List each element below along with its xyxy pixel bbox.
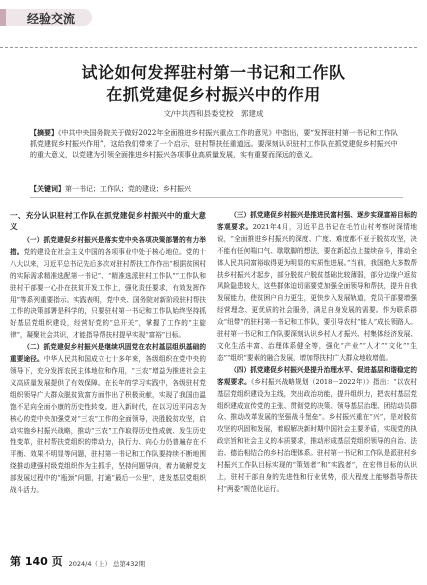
paragraph: 《乡村振兴战略规划（2018－2022年）》指出：“以农村基层党组织建设为主线，突出政治功能，提升组织力，把农村基层党组织建成宣传党的主张、贯彻党的决策、领导基层治理、团结动员群众、推动改革发展的坚强战斗堡垒”。乡村振兴重在“兴”，是对脱贫攻坚的巩固和发展，着眼解决新时期中国社会主要矛盾，实现党的执政宗旨和社会主义的本质要求，推动形成基层党组织领导的自治、法治、德治相结合的乡村治理体系。驻村第一书记和工作队是派驻村乡村振兴工作队目标实现的“策划者”和“实践者”，在宏伟目标的认识上，驻村干部自身的先进性和行业优势，很大程度上能够指导帮扶村“两委”规范化运行。	[217, 377, 417, 493]
page-number: 第 140 页	[10, 555, 63, 568]
keywords	[30, 184, 403, 194]
keywords-text: 第一书记；工作队；党的建设；乡村振兴	[65, 185, 191, 193]
paragraph: 中华人民共和国成立七十多年来，各级组织在党中央的领导下，充分发挥农民主体地位和作用，“三农”增益为推进社会主义高质量发展提供了有效保障。在长年的学习实践中，各级驻村党组织领导广大群众脱贫致富方面作出了积极贡献，实现了我国由温饱不足向全面小康的历史性转变。进入新时代，在以习近平同志为核心的党中央加强党对“三农”工作的全面领导，决胜脱贫攻坚，启动实施乡村振兴战略，推动“三农”工作取得历史性成就、发生历史性变革，驻村帮扶党组织的带动力，执行力、向心力仍普遍存在不平衡、效果不明显等问题，驻村第一书记和工作队要持续不断地围绕推动建强村级党组织作为主抓手，坚持问题导向，着力破解党支部发展过程中的“瓶颈”问题，打通“最后一公里”，进发基层党组织战斗活力。	[10, 355, 206, 495]
article-title-line1: 试论如何发挥驻村第一书记和工作队	[81, 63, 346, 82]
abstract-label: 【摘要】	[30, 128, 58, 137]
left-column	[10, 210, 206, 545]
subheading-4: （四）抓党建促乡村振兴是提升治理水平、促进基层和谐稳定的客观要求。	[217, 365, 417, 386]
abstract	[30, 127, 403, 181]
article-title-line2: 在抓党建促乡村振兴中的作用	[106, 85, 321, 104]
paragraph: 党的建设在社会主义中国的各项事业中处于核心地位。党的十八大以来，习近平总书记先后多次对驻村帮扶工作作出“根据贫困村的实际需求精准选配第一书记”、“精准选派驻村工作队”“工作队和驻村干部要一心扑在扶贫开发工作上，强化责任要求，有效发挥作用”等系列重要指示。实践表明，党中央、国务院对新阶段驻村帮扶工作的决策部署是科学的，只要驻村第一书记和工作队始终坚持抓好基层党组织建设，经营好党的“总开关”，掌握了工作的“主旋律”，凝聚社会共识，才能指导帮扶村提早实现“富裕”目标。	[10, 247, 206, 340]
header-divider	[0, 47, 417, 48]
keywords-label: 【关键词】	[30, 184, 65, 193]
abstract-text: 《中共中央国务院关于做好2022年全面推进乡村振兴重点工作的意见》中指出，要“发挥驻村第一书记和工作队抓党建促乡村振兴作用”，这给我们带来了一个启示，驻村帮扶任重道远。要深刻认识驻村工作队在抓党建促乡村振兴中的重大意义，以党建为引领全面推进乡村振兴各项事业高质量发展，实有重要而深远的意义。	[30, 129, 398, 159]
subheading-2: （二）抓党建促乡村振兴是继续巩固党在农村基层组织基础的重要途径。	[10, 343, 206, 364]
paragraph: 2021年4月，习近平总书记在毛竹山村考察时深情地说，“全面推进乡村振兴的深度、广度、难度都不亚于脱贫攻坚，决不能有任何喘口气、歇歇脚的想法，要在新起点上接续奋斗，推动全体人民共同富裕取得更为明显的实质性进展。”当前，我国绝大多数帮扶乡村振兴才起步，部分脱贫户脱贫基础比较薄弱，部分边缘户返贫风险隐患较大，这些群体迫切需要党加强全面领导和帮扶，提升自我发展能力，使贫困户自力更生，更快步入发展轨道，党员干部要增强经营理念、更优质的社会服务，满足自身发展的需要。作为联系群众“纽带”的驻村第一书记和工作队，要引导农村“能人”成长领路人。驻村第一书记和工作队要深刻认识乡村人才振兴、村集体经济发展、文化生活丰富、治理体系健全等，强化“产业”“人才”“文化”“生态”“组织”要素的融合发展，增加帮扶村广大群众地收增值。	[217, 222, 417, 362]
page-footer	[10, 553, 145, 569]
subheading-3: （三）抓党建促乡村振兴是推进民富村强、逐步实现富裕目标的客观要求。	[217, 211, 417, 231]
keywords-divider	[30, 197, 403, 198]
right-column	[217, 210, 417, 545]
author-byline: 文/中共西和县委党校 郭建成	[163, 109, 264, 118]
section-tag-bar	[0, 9, 6, 26]
subheading-1: （一）抓党建促乡村振兴是落实党中央各项决策部署的有力举措。	[10, 236, 206, 256]
issue-info: 2024/4（上） 总第432期	[68, 560, 145, 568]
section-heading-1: 一、充分认识驻村工作队在抓党建促乡村振兴中的重大意义	[10, 211, 206, 231]
section-tag	[0, 9, 92, 26]
section-tag-label: 经验交流	[27, 12, 76, 26]
